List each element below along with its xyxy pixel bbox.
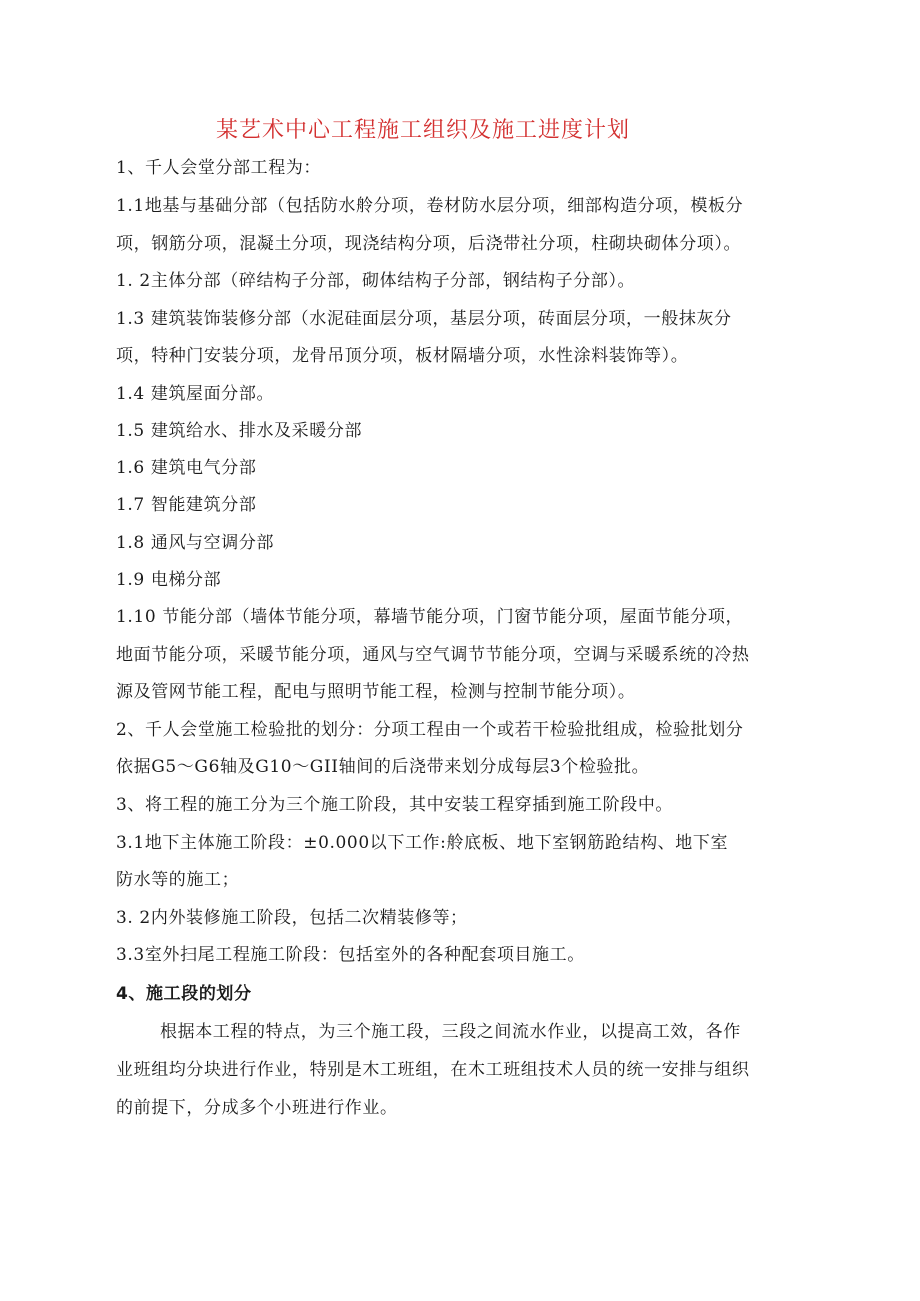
text-line-3: 项，钢筋分项，混凝土分项，现浇结构分项，后浇带社分项，柱砌块砌体分项）。	[116, 234, 742, 254]
text-line-5: 1.3 建筑装饰装修分部（水泥硅面层分项，基层分项，砖面层分项，一般抹灰分	[116, 309, 732, 329]
text-line-12: 1.9 电梯分部	[116, 570, 222, 590]
text-line-14: 地面节能分项，采暖节能分项，通风与空气调节节能分项，空调与采暖系统的冷热	[116, 645, 750, 665]
section-4-body-line-3: 的前提下，分成多个小班进行作业。	[116, 1098, 398, 1118]
text-line-21: 3. 2内外装修施工阶段，包括二次精装修等；	[116, 908, 468, 928]
text-line-6: 项，特种门安装分项，龙骨吊顶分项，板材隔墙分项，水性涂料装饰等）。	[116, 346, 689, 366]
text-line-22: 3.3室外扫尾工程施工阶段：包括室外的各种配套项目施工。	[116, 945, 585, 965]
section-4-body-line-1: 根据本工程的特点，为三个施工段，三段之间流水作业，以提高工效，各作	[160, 1022, 741, 1042]
text-line-11: 1.8 通风与空调分部	[116, 533, 275, 553]
text-line-15: 源及管网节能工程，配电与照明节能工程，检测与控制节能分项）。	[116, 682, 636, 702]
text-line-1: 1、千人会堂分部工程为：	[116, 158, 322, 178]
text-line-2: 1.1地基与基础分部（包括防水舲分项，卷材防水层分项，细部构造分项，模板分	[116, 196, 744, 216]
text-line-20: 防水等的施工；	[116, 870, 240, 890]
text-line-19: 3.1地下主体施工阶段：±0.000以下工作:舲底板、地下室钢筋跄结构、地下室	[116, 833, 729, 853]
text-line-18: 3、将工程的施工分为三个施工阶段，其中安装工程穿插到施工阶段中。	[116, 795, 674, 815]
text-line-8: 1.5 建筑给水、排水及采暖分部	[116, 421, 363, 441]
text-line-13: 1.10 节能分部（墙体节能分项，幕墙节能分项，门窗节能分项，屋面节能分项，	[116, 607, 744, 627]
text-line-16: 2、千人会堂施工检验批的划分：分项工程由一个或若干检验批组成，检验批划分	[116, 720, 744, 740]
text-line-10: 1.7 智能建筑分部	[116, 495, 257, 515]
text-line-17: 依据G5～G6轴及G10～GII轴间的后浇带来划分成每层3个检验批。	[116, 757, 650, 777]
document-title: 某艺术中心工程施工组织及施工进度计划	[216, 118, 631, 143]
text-line-4: 1. 2主体分部（碎结构子分部，砌体结构子分部，钢结构子分部）。	[116, 271, 636, 291]
text-line-7: 1.4 建筑屋面分部。	[116, 384, 275, 404]
section-4-body-line-2: 业班组均分块进行作业，特别是木工班组，在木工班组技术人员的统一安排与组织	[116, 1060, 750, 1080]
section-4-heading: 4、施工段的划分	[116, 984, 252, 1004]
text-line-9: 1.6 建筑电气分部	[116, 458, 257, 478]
